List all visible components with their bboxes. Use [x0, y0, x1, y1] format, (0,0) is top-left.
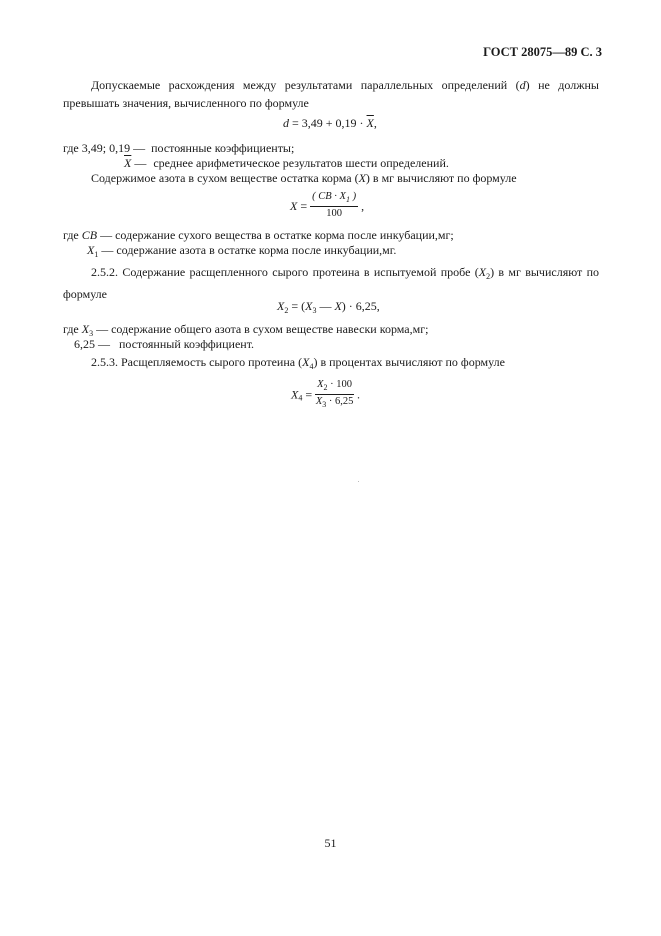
where-prefix: где: [63, 322, 79, 336]
fraction: [310, 192, 358, 220]
document-header: ГОСТ 28075—89 С. 3: [483, 45, 602, 59]
formula-degradability: [291, 380, 360, 409]
fraction-denominator: [315, 395, 354, 409]
scan-speck: [358, 481, 359, 482]
formula-lhs-subscript: 4: [298, 393, 303, 403]
where-prefix: 6,25 —: [74, 337, 110, 351]
formula-lhs: X: [291, 387, 299, 402]
fraction-numerator: [315, 380, 354, 395]
formula-lhs: X: [277, 299, 285, 313]
paragraph-text-end: ) в процентах вычисляют по формуле: [313, 355, 505, 369]
formula-end: ,: [358, 198, 365, 213]
paragraph-text: 2.5.2. Содержание расщепленного сырого протеина в испытуемой пробе (X: [91, 265, 487, 279]
formula-tail: ) · 6,25,: [341, 299, 380, 313]
where-text: среднее арифметическое результатов шести определений.: [153, 156, 449, 170]
where-prefix: где 3,49; 0,19 —: [63, 141, 146, 155]
where-text: — содержание сухого вещества в остатке корма после инкубации,мг;: [97, 228, 454, 242]
formula-eq: =: [302, 387, 313, 402]
where-prefix: где: [63, 228, 79, 242]
formula-lhs-subscript: 2: [284, 306, 289, 315]
paragraph-tolerance: Допускаемые расхождения между результатами параллельных определений (d) не должны превышать значения, вычисленного по формуле: [63, 78, 599, 110]
where-text: постоянные коэффициенты;: [151, 141, 295, 155]
where-line-x3: [63, 323, 428, 338]
where-symbol: X: [87, 243, 95, 257]
fraction-numerator: [310, 192, 358, 207]
where-line-mean: [124, 157, 449, 169]
formula-x: X: [334, 299, 342, 313]
where-subscript: 3: [89, 329, 94, 338]
where-text: — содержание азота в остатке корма после инкубации,мг.: [98, 243, 397, 257]
formula-tolerance: [283, 117, 377, 129]
where-symbol: $\overline{X}$: [124, 156, 132, 170]
formula-nitrogen: [290, 192, 364, 220]
where-subscript: 1: [94, 250, 99, 259]
formula-end: .: [354, 387, 361, 402]
formula-protein-split: [277, 300, 380, 315]
denominator-tail: · 6,25: [326, 396, 354, 407]
formula-minus: —: [316, 299, 335, 313]
page-number: 51: [324, 836, 337, 850]
numerator-text: ( CB · X: [312, 191, 346, 202]
formula-symbol-xbar: $\overline{X}$: [366, 116, 374, 130]
numerator-close: ): [349, 191, 357, 202]
denominator-subscript: 3: [322, 400, 327, 409]
where-symbol: CB: [81, 228, 98, 242]
formula-end: ,: [373, 116, 377, 130]
where-symbol: X: [81, 322, 90, 336]
where-text: — содержание общего азота в сухом веществе навески корма,мг;: [93, 322, 429, 336]
where-line-cb: [63, 229, 454, 241]
numerator-tail: · 100: [327, 379, 353, 390]
formula-symbol-d: d: [283, 116, 289, 130]
numerator-symbol: X: [317, 379, 324, 390]
where-line-constants: [63, 142, 294, 154]
formula-expression: = 3,49 + 0,19 ·: [289, 116, 367, 130]
paragraph-protein-split: [63, 264, 599, 303]
formula-eq: = (: [288, 299, 306, 313]
formula-x3-subscript: 3: [312, 306, 317, 315]
paragraph-nitrogen: Содержимое азота в сухом веществе остатка корма (X) в мг вычисляют по формуле: [91, 171, 517, 185]
paragraph-text: 2.5.3. Расщепляемость сырого протеина (X: [91, 355, 310, 369]
fraction: [315, 380, 354, 409]
denominator-symbol: X: [315, 396, 323, 407]
numerator-subscript: 2: [323, 383, 328, 392]
where-line-coefficient: [74, 338, 254, 350]
where-text: постоянный коэффициент.: [119, 337, 255, 351]
numerator-subscript: 1: [345, 195, 350, 204]
formula-x3: X: [305, 299, 313, 313]
paragraph-text-end: ) в мг вычисляют по формуле: [63, 265, 599, 301]
fraction-denominator: 100: [326, 208, 342, 219]
formula-eq: =: [297, 198, 308, 213]
paragraph-degradability: [91, 356, 505, 371]
paragraph-subscript: 2: [486, 272, 491, 281]
where-dash: —: [131, 156, 147, 170]
paragraph-subscript: 4: [309, 362, 314, 371]
formula-lhs: X: [290, 198, 298, 213]
where-line-x1: [87, 244, 396, 259]
